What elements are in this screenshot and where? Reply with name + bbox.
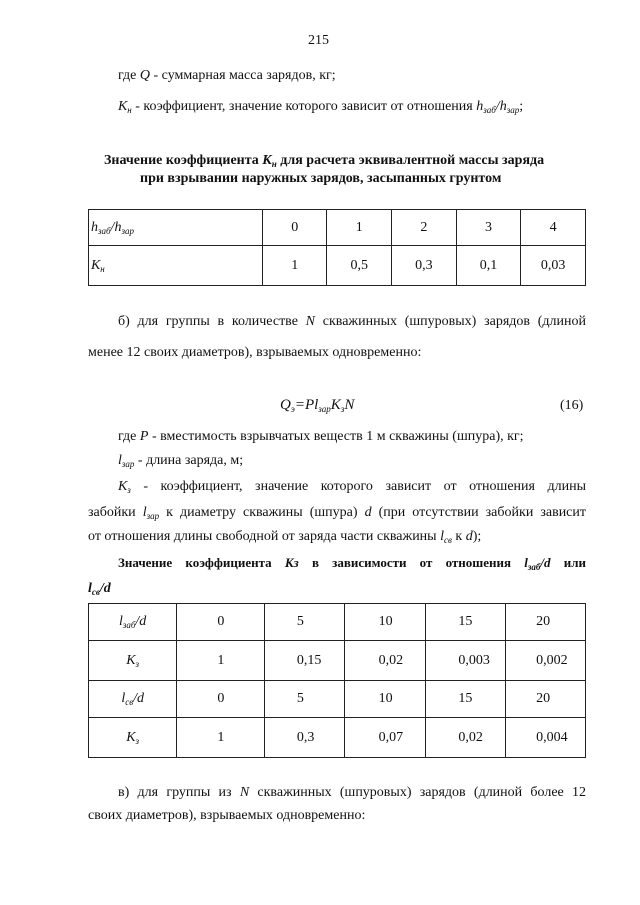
definition-p (118, 429, 524, 445)
para-b-prefix: б) для группы в количестве (118, 314, 306, 329)
table2-title2-sub: св (91, 587, 100, 597)
table1-header-label (89, 210, 263, 246)
formula-k-sub: з (340, 404, 345, 414)
table2-cell: 1 (177, 718, 265, 758)
t2-r0-l: l (118, 614, 123, 629)
table2-cell: 0,02 (426, 718, 506, 758)
table2-title-line2 (88, 581, 111, 597)
paragraph-b-line2: менее 12 своих диаметров), взрываемых одновременно: (88, 345, 422, 360)
table2-cell: 10 (344, 604, 426, 641)
table2-row-label (89, 681, 177, 718)
def-p-prefix: где (118, 429, 140, 444)
table2-cell: 5 (264, 681, 344, 718)
def-p-text: - вместимость взрывчатых веществ 1 м скважины (шпура), кг; (148, 429, 524, 444)
table2-cell: 0,3 (264, 718, 344, 758)
para-v-n: N (239, 785, 250, 800)
def-kn-end: ; (519, 99, 524, 114)
def-kn-text: - коэффициент, значение которого зависит от отношения (131, 99, 477, 114)
ratio-h2: h (499, 99, 507, 114)
table2-row (89, 641, 586, 681)
table2-cell: 5 (264, 604, 344, 641)
t1-h2-sub: зар (121, 225, 134, 236)
def-kz-l2-sub: зар (146, 511, 160, 521)
table1-title-post: для расчета эквивалентной массы заряда (276, 153, 545, 168)
table1-title-prefix: Значение коэффициента (104, 153, 263, 168)
ratio-h1: h (476, 99, 484, 114)
table2-cell: 1 (177, 641, 265, 681)
def-kz-l3-mid: к (451, 529, 466, 544)
table1-title-sub: н (271, 159, 277, 169)
table2-title-or: или (550, 555, 586, 570)
table2 (88, 603, 586, 758)
table2-cell: 0,07 (344, 718, 426, 758)
paragraph-v-line2: своих диаметров), взрываемых одновременно: (88, 808, 366, 823)
symbol-p: Р (139, 429, 149, 444)
definition-kn (118, 99, 523, 115)
symbol-kz: К (118, 479, 128, 494)
para-v-post: скважинных (шпуровых) зарядов (длиной более 12 (249, 785, 587, 800)
table2-cell: 15 (426, 681, 506, 718)
table2-row (89, 681, 586, 718)
table2-row-label (89, 718, 177, 758)
formula-n: N (344, 397, 355, 413)
symbol-q: Q (139, 68, 151, 83)
def-kz-text: - коэффициент, значение которого зависит от отношения длины (130, 479, 586, 494)
ratio-slash: / (495, 99, 500, 114)
symbol-kn-sub: н (127, 105, 132, 115)
formula-16 (280, 397, 354, 414)
t1-h1-sub: заб (98, 225, 111, 236)
paragraph-b-line1 (118, 314, 586, 330)
t2-r1-sub: з (135, 658, 140, 669)
table2-row (89, 718, 586, 758)
t2-r3-l: К (126, 729, 136, 745)
def-l-text: - длина заряда, м; (134, 453, 244, 468)
t1-h1: h (91, 219, 98, 235)
table2-title-mid: в зависимости от отношения (298, 555, 525, 570)
table2-cell: 0,002 (506, 641, 586, 681)
formula-k: K (330, 397, 341, 413)
table2-cell: 0,004 (506, 718, 586, 758)
t1-h2: h (114, 219, 122, 235)
definition-q (118, 68, 336, 84)
definition-kz-line3 (88, 529, 481, 545)
formula-l-sub: зар (318, 404, 331, 414)
table1-cell: 1 (262, 246, 327, 286)
para-b-post: скважинных (шпуровых) зарядов (длиной (315, 314, 586, 329)
ratio-h1-sub: заб (483, 105, 496, 115)
def-kz-l3-sym: l (440, 529, 444, 544)
def-kz-l2-post: (при отсутствии забойки зависит (371, 505, 587, 520)
definition-kz-line1 (118, 479, 586, 495)
t2-r0-post: /d (135, 614, 147, 629)
para-b-n: N (305, 314, 316, 329)
table1-title-line2: при взрывании наружных зарядов, засыпанных грунтом (140, 171, 502, 186)
symbol-l-sub: зар (121, 459, 135, 469)
table2-title-sym: Кз (284, 555, 299, 570)
table1-cell: 0,1 (456, 246, 521, 286)
table2-cell: 0,02 (344, 641, 426, 681)
symbol-l: l (118, 453, 122, 468)
table2-title-l-sub: заб (527, 562, 541, 572)
table1-title-sym: К (262, 153, 272, 168)
formula-pl: Pl (304, 397, 319, 413)
def-kz-l3-d: d (465, 529, 473, 544)
formula-q: Q (280, 397, 291, 413)
symbol-kz-sub: з (127, 485, 131, 495)
definition-l (118, 453, 243, 469)
formula-number: (16) (560, 398, 584, 413)
table1-header-row (89, 210, 586, 246)
table1-cell: 0 (262, 210, 327, 246)
table2-cell: 0,003 (426, 641, 506, 681)
table2-cell: 0 (177, 604, 265, 641)
table1 (88, 209, 586, 286)
def-kz-l3-post: ); (472, 529, 482, 544)
def-kz-l2-d: d (364, 505, 372, 520)
table2-row (89, 604, 586, 641)
t1-row-sym: К (91, 257, 101, 273)
table2-row-label (89, 604, 177, 641)
table1-cell: 4 (521, 210, 586, 246)
t1-slash: / (110, 219, 115, 235)
page-number: 215 (308, 33, 329, 48)
t2-r2-l: l (121, 691, 126, 706)
t2-r2-post: /d (133, 691, 144, 706)
formula-eq: = (294, 397, 305, 413)
symbol-kn: К (118, 99, 128, 114)
table1-row (89, 246, 586, 286)
table2-title-prefix: Значение коэффициента (118, 555, 285, 570)
table1-row-label (89, 246, 263, 286)
table1-cell: 3 (456, 210, 521, 246)
definition-kz-line2 (88, 505, 586, 521)
table2-cell: 15 (426, 604, 506, 641)
table2-cell: 10 (344, 681, 426, 718)
table2-cell: 0 (177, 681, 265, 718)
t1-row-sub: н (100, 263, 105, 274)
table2-cell: 0,15 (264, 641, 344, 681)
def-kz-l2-mid: к диаметру скважины (шпура) (159, 505, 365, 520)
paragraph-v-line1 (118, 785, 586, 801)
ratio-h2-sub: зар (506, 105, 520, 115)
table1-cell: 1 (327, 210, 392, 246)
def-kz-l2-pre: забойки (88, 505, 143, 520)
table2-row-label (89, 641, 177, 681)
t2-r2-sub: св (125, 697, 134, 707)
t2-r1-l: К (126, 652, 136, 668)
table2-cell: 20 (506, 681, 586, 718)
table2-title-l: l (524, 555, 528, 570)
table1-cell: 0,3 (392, 246, 457, 286)
def-kz-l2-sym: l (142, 505, 147, 520)
table2-cell: 20 (506, 604, 586, 641)
def-kz-l3-pre: от отношения длины свободной от заряда части скважины (88, 529, 441, 544)
table2-title-line1 (118, 555, 586, 571)
para-v-prefix: в) для группы из (118, 785, 240, 800)
t2-r3-sub: з (135, 735, 140, 746)
table2-title-d: /d (540, 555, 551, 570)
def-kz-l3-sub: св (443, 535, 452, 545)
table2-title2-l: l (88, 581, 92, 596)
table1-cell: 0,03 (521, 246, 586, 286)
table1-cell: 0,5 (327, 246, 392, 286)
table1-cell: 2 (392, 210, 457, 246)
t2-r0-sub: заб (122, 620, 136, 630)
table1-title-line1 (104, 153, 544, 169)
def-q-prefix: где (118, 68, 140, 83)
def-q-text: - суммарная масса зарядов, кг; (150, 68, 336, 83)
table2-title2-d: /d (99, 581, 111, 596)
formula-q-sub: э (290, 404, 295, 414)
